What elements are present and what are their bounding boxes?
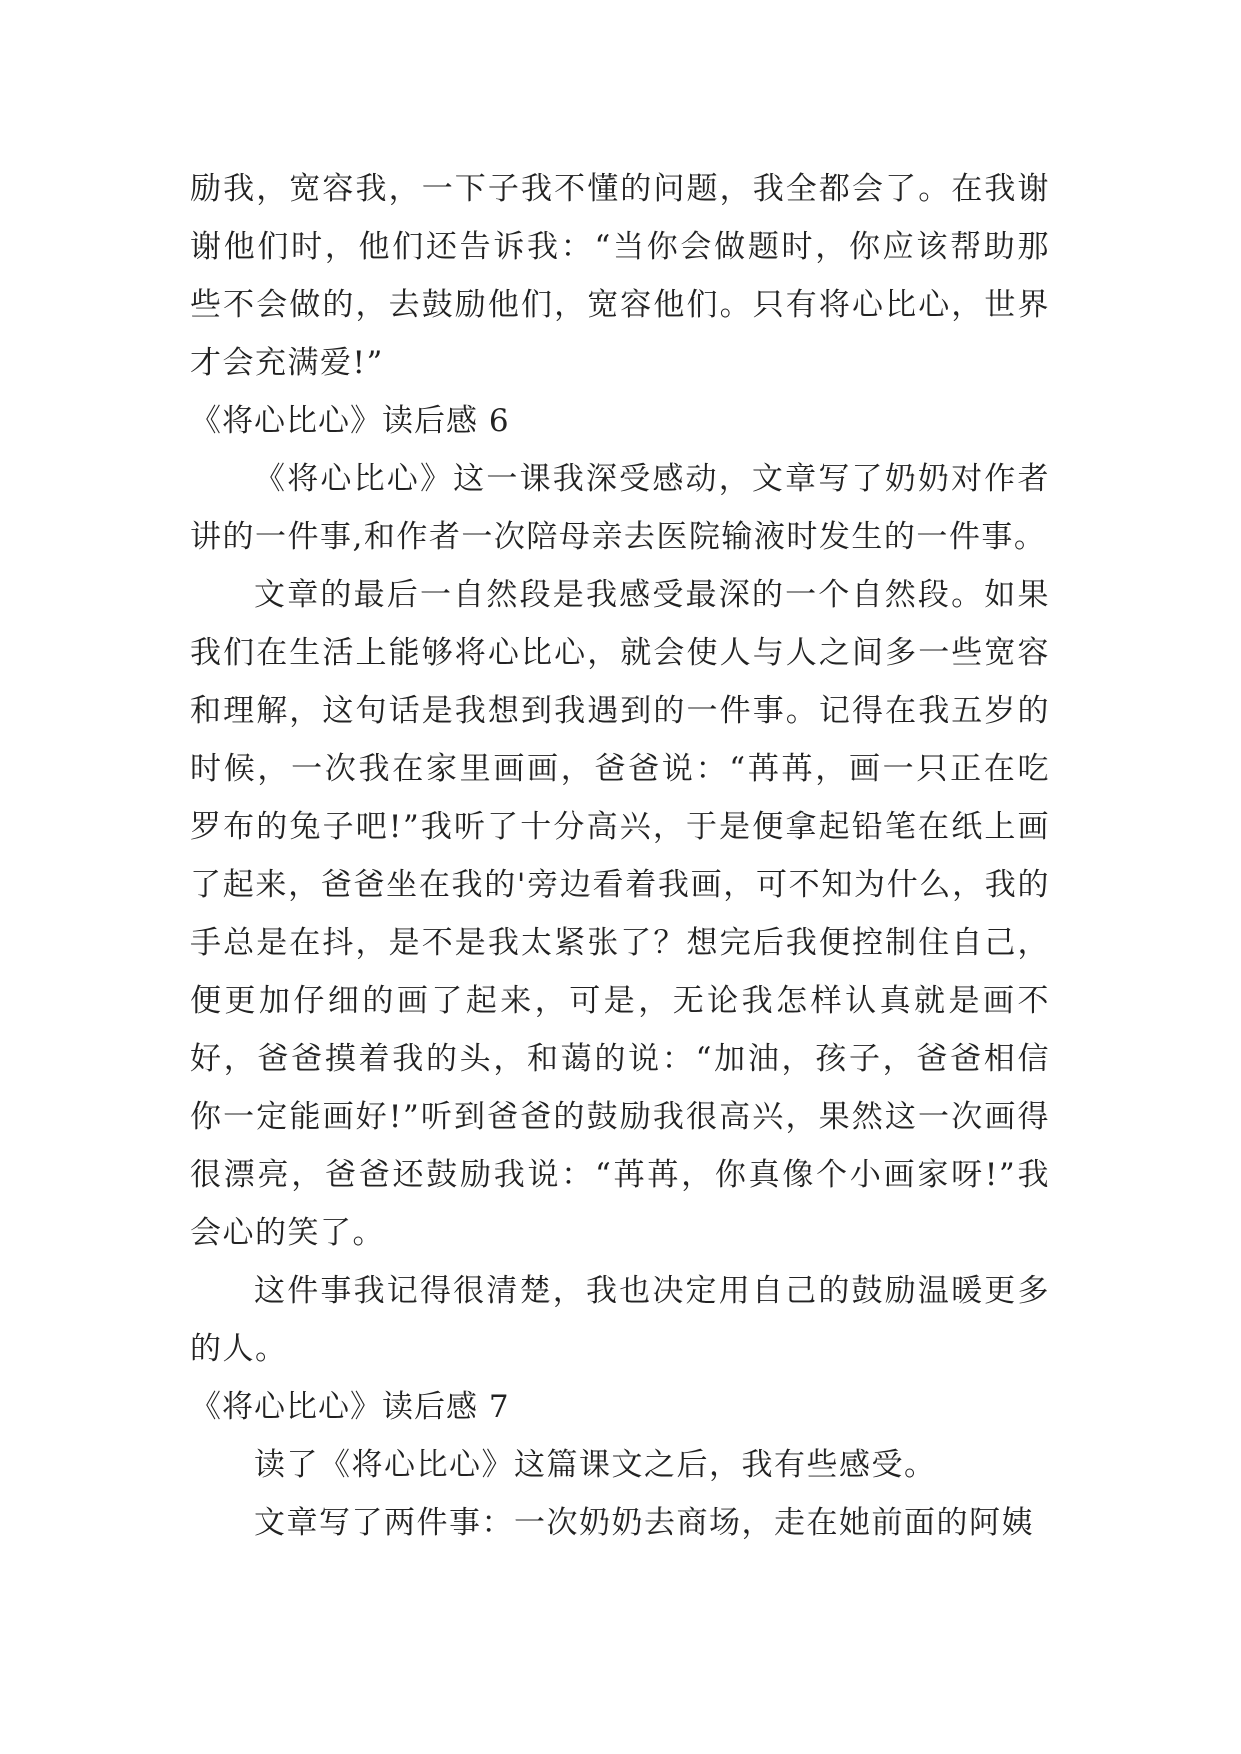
paragraph: 这件事我记得很清楚，我也决定用自己的鼓励温暖更多的人。: [190, 1273, 1050, 1367]
document-body: [190, 160, 1050, 1552]
paragraph: 《将心比心》这一课我深受感动，文章写了奶奶对作者讲的一件事,和作者一次陪母亲去医院输液时发生的一件事。: [190, 461, 1050, 555]
paragraph: 文章写了两件事：一次奶奶去商场，走在她前面的阿姨: [254, 1505, 1034, 1541]
section-heading-7: 《将心比心》读后感 7: [190, 1389, 510, 1425]
paragraph: 文章的最后一自然段是我感受最深的一个自然段。如果我们在生活上能够将心比心，就会使人与人之间多一些宽容和理解，这句话是我想到我遇到的一件事。记得在我五岁的时候，一次我在家里画画，爸爸说：“苒苒，画一只正在吃罗布的兔子吧!”我听了十分高兴，于是便拿起铅笔在纸上画了起来，爸爸坐在我的'旁边看着我画，可不知为什么，我的手总是在抖，是不是我太紧张了？想完后我便控制住自己，便更加仔细的画了起来，可是，无论我怎样认真就是画不好，爸爸摸着我的头，和蔼的说：“加油，孩子，爸爸相信你一定能画好!”听到爸爸的鼓励我很高兴，果然这一次画得很漂亮，爸爸还鼓励我说：“苒苒，你真像个小画家呀!”我会心的笑了。: [190, 577, 1050, 1251]
section-heading-6: 《将心比心》读后感 6: [190, 403, 510, 439]
paragraph-continued: 励我，宽容我，一下子我不懂的问题，我全都会了。在我谢谢他们时，他们还告诉我：“当你会做题时，你应该帮助那些不会做的，去鼓励他们，宽容他们。只有将心比心，世界才会充满爱!”: [190, 171, 1050, 381]
paragraph: 读了《将心比心》这篇课文之后，我有些感受。: [254, 1447, 937, 1483]
